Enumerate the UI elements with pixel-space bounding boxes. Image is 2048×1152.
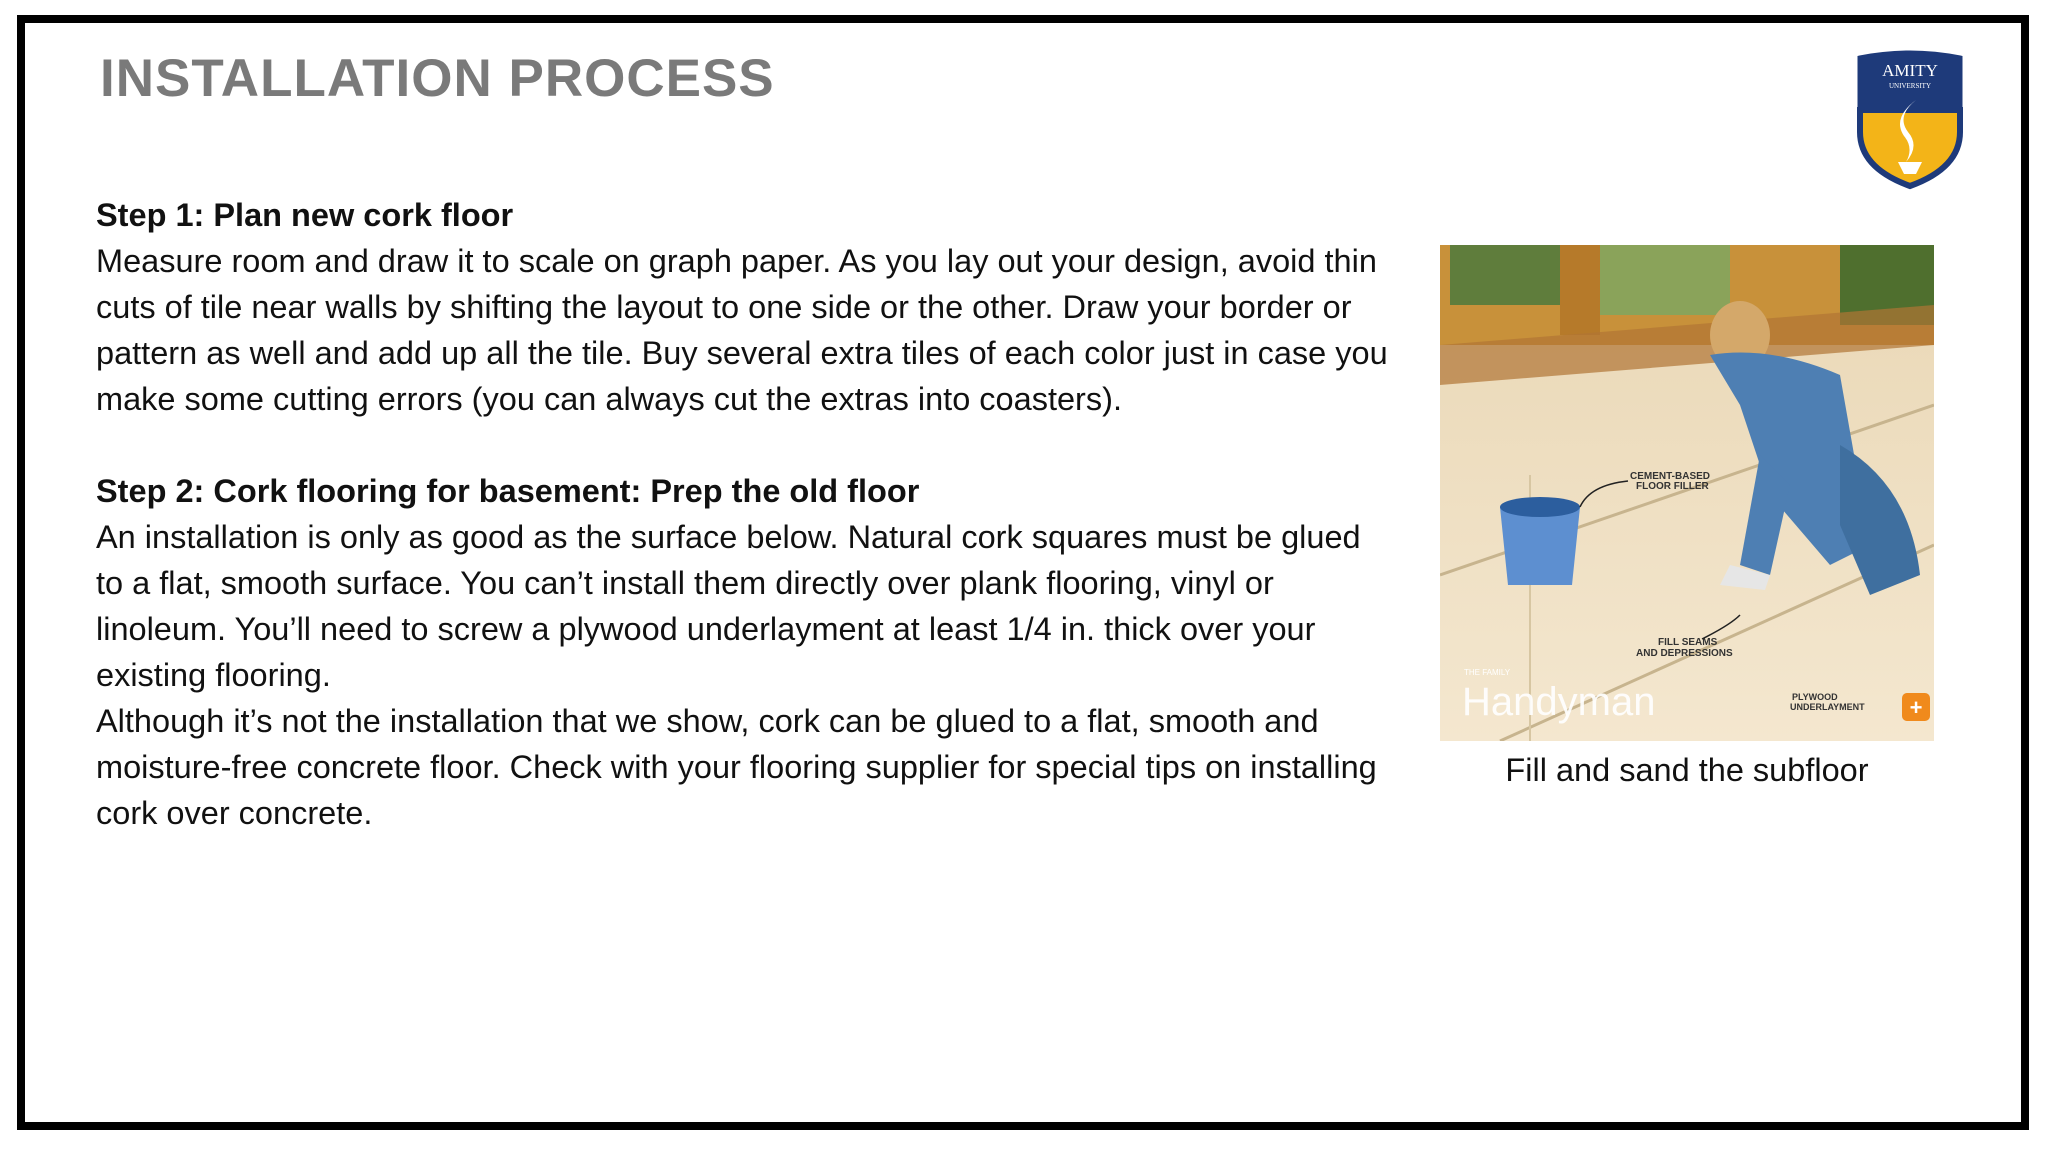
svg-text:FILL SEAMS: FILL SEAMS xyxy=(1658,637,1718,648)
svg-text:UNDERLAYMENT: UNDERLAYMENT xyxy=(1790,702,1865,712)
step2-paragraph-2: Although it’s not the installation that we show, cork can be glued to a flat, smooth and moisture-free concrete floor. Check with your flooring supplier for special tips on installing cork over concrete. xyxy=(96,703,1377,831)
svg-text:AND DEPRESSIONS: AND DEPRESSIONS xyxy=(1636,648,1733,659)
handyman-brand: Handyman xyxy=(1462,680,1656,724)
slide-title: INSTALLATION PROCESS xyxy=(100,49,775,108)
subfloor-photo xyxy=(1440,245,1934,741)
svg-text:FLOOR FILLER: FLOOR FILLER xyxy=(1636,481,1709,492)
step1-paragraph: Measure room and draw it to scale on graph paper. As you lay out your design, avoid thin cuts of tile near walls by shifting the layout to one side or the other. Draw your border or pattern as well and add up all the tile. Buy several extra tiles of each color just in case you make some cutting errors (you can always cut the extras into coasters). xyxy=(96,243,1388,417)
logo-text-amity: AMITY xyxy=(1882,61,1938,80)
svg-text:+: + xyxy=(1909,695,1923,720)
svg-text:PLYWOOD: PLYWOOD xyxy=(1792,692,1838,702)
svg-text:CEMENT-BASED: CEMENT-BASED xyxy=(1630,471,1711,482)
step1-heading: Step 1: Plan new cork floor xyxy=(96,197,514,233)
image-caption: Fill and sand the subfloor xyxy=(1505,752,1869,788)
svg-text:THE FAMILY: THE FAMILY xyxy=(1464,668,1511,677)
amity-logo xyxy=(1850,50,1970,190)
step2-paragraph-1: An installation is only as good as the surface below. Natural cork squares must be glued to a flat, smooth surface. You can’t install them directly over plank flooring, vinyl or linoleum. You’ll need to screw a plywood underlayment at least 1/4 in. thick over your existing flooring. xyxy=(96,519,1361,693)
step2-heading: Step 2: Cork flooring for basement: Prep the old floor xyxy=(96,473,920,509)
logo-text-university: UNIVERSITY xyxy=(1889,82,1931,90)
body-text xyxy=(96,192,1396,836)
